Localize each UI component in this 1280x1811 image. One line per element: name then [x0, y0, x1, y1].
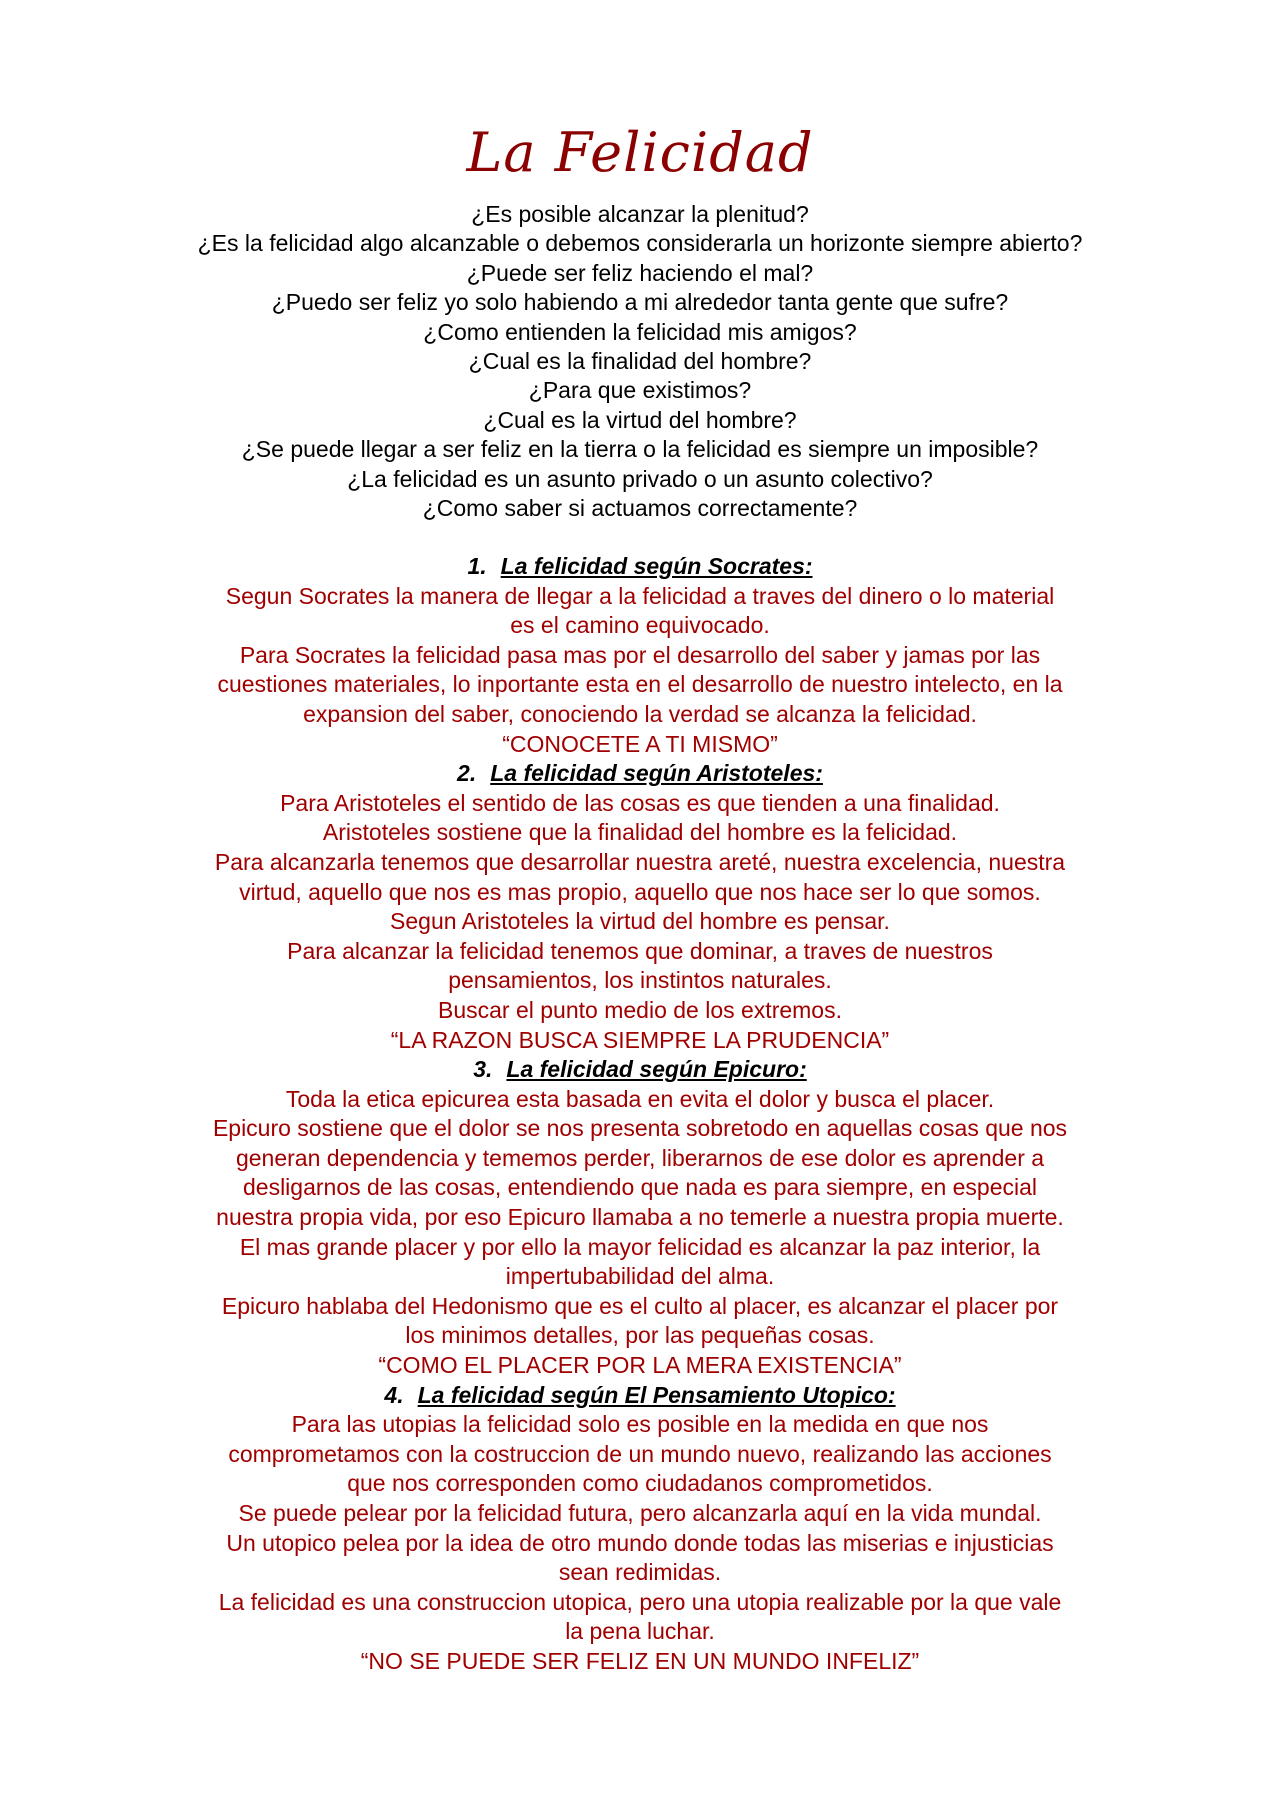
body-line: virtud, aquello que nos es mas propio, aquello que nos hace ser lo que somos. — [239, 878, 1041, 905]
body-line: nuestra propia vida, por eso Epicuro llamaba a no temerle a nuestra propia muerte. — [216, 1204, 1064, 1231]
section-quote: “CONOCETE A TI MISMO” — [502, 730, 778, 757]
question-line: ¿Se puede llegar a ser feliz en la tierra o la felicidad es siempre un imposible? — [241, 436, 1039, 463]
body-line: es el camino equivocado. — [510, 612, 770, 639]
section-heading-utopico — [0, 1381, 1280, 1411]
body-line: comprometamos con la costruccion de un mundo nuevo, realizando las acciones — [228, 1440, 1052, 1467]
section-heading-text: La felicidad según Socrates: — [500, 553, 813, 579]
section-heading-text: La felicidad según Aristoteles: — [490, 760, 823, 787]
section-heading-socrates — [0, 552, 1280, 582]
section-heading-text: La felicidad según Epicuro: — [506, 1056, 807, 1083]
question-line: ¿Cual es la virtud del hombre? — [483, 406, 797, 433]
body-line: generan dependencia y tememos perder, liberarnos de ese dolor es aprender a — [235, 1144, 1045, 1171]
section-heading-text: La felicidad según El Pensamiento Utopico: — [417, 1381, 896, 1408]
body-line: pensamientos, los instintos naturales. — [448, 967, 832, 994]
body-line: Se puede pelear por la felicidad futura, pero alcanzarla aquí en la vida mundal. — [238, 1500, 1042, 1526]
body-line: El mas grande placer y por ello la mayor felicidad es alcanzar la paz interior, la — [239, 1233, 1041, 1260]
section-number: 4. — [384, 1381, 404, 1408]
body-line: la pena luchar. — [565, 1618, 715, 1645]
section-quote: “NO SE PUEDE SER FELIZ EN UN MUNDO INFELIZ” — [360, 1647, 920, 1674]
body-line: Para alcanzar la felicidad tenemos que dominar, a traves de nuestros — [287, 937, 993, 964]
body-line: que nos corresponden como ciudadanos comprometidos. — [347, 1470, 933, 1497]
body-line: Epicuro hablaba del Hedonismo que es el culto al placer, es alcanzar el placer por — [221, 1292, 1059, 1319]
document-title: La Felicidad — [466, 121, 814, 184]
question-line: ¿Cual es la finalidad del hombre? — [468, 348, 812, 375]
question-line: ¿Puede ser feliz haciendo el mal? — [466, 259, 814, 286]
question-line: ¿Es la felicidad algo alcanzable o debemos considerarla un horizonte siempre abierto? — [197, 230, 1083, 257]
question-line: ¿La felicidad es un asunto privado o un asunto colectivo? — [347, 465, 933, 492]
body-line: Para Socrates la felicidad pasa mas por el desarrollo del saber y jamas por las — [239, 641, 1041, 668]
body-line: desligarnos de las cosas, entendiendo que nada es para siempre, en especial — [242, 1174, 1038, 1201]
body-line: Toda la etica epicurea esta basada en evita el dolor y busca el placer. — [285, 1085, 995, 1112]
section-heading-epicuro — [0, 1055, 1280, 1085]
body-line: impertubabilidad del alma. — [505, 1263, 775, 1290]
body-line: Aristoteles sostiene que la finalidad del hombre es la felicidad. — [322, 819, 958, 846]
question-line: ¿Como entienden la felicidad mis amigos? — [423, 318, 857, 345]
section-number: 1. — [467, 553, 487, 579]
body-line: Segun Socrates la manera de llegar a la felicidad a traves del dinero o lo material — [225, 582, 1055, 609]
document-body — [0, 552, 1280, 1677]
question-line: ¿Puedo ser feliz yo solo habiendo a mi alrededor tanta gente que sufre? — [271, 289, 1009, 316]
body-line: expansion del saber, conociendo la verdad se alcanza la felicidad. — [303, 700, 977, 727]
body-line: Para las utopias la felicidad solo es posible en la medida en que nos — [291, 1411, 989, 1438]
body-line: cuestiones materiales, lo inportante esta en el desarrollo de nuestro intelecto, en la — [217, 671, 1063, 698]
body-line: sean redimidas. — [558, 1559, 722, 1586]
section-number: 2. — [457, 760, 477, 787]
question-line: ¿Como saber si actuamos correctamente? — [422, 495, 858, 522]
body-line: Un utopico pelea por la idea de otro mundo donde todas las miserias e injusticias — [226, 1529, 1054, 1556]
body-line: La felicidad es una construccion utopica, pero una utopia realizable por la que vale — [218, 1588, 1062, 1615]
section-heading-aristoteles — [0, 759, 1280, 789]
body-line: Para Aristoteles el sentido de las cosas es que tienden a una finalidad. — [280, 789, 1000, 816]
question-line: ¿Es posible alcanzar la plenitud? — [471, 201, 809, 227]
section-number: 3. — [473, 1056, 493, 1083]
body-line: los minimos detalles, por las pequeñas cosas. — [405, 1322, 875, 1349]
body-line: Buscar el punto medio de los extremos. — [438, 996, 842, 1023]
questions-list — [0, 200, 1280, 523]
body-line: Segun Aristoteles la virtud del hombre es pensar. — [390, 908, 890, 935]
body-line: Epicuro sostiene que el dolor se nos presenta sobretodo en aquellas cosas que nos — [212, 1115, 1068, 1142]
body-line: Para alcanzarla tenemos que desarrollar nuestra areté, nuestra excelencia, nuestra — [214, 848, 1066, 875]
section-quote: “COMO EL PLACER POR LA MERA EXISTENCIA” — [378, 1352, 902, 1379]
question-line: ¿Para que existimos? — [528, 377, 752, 404]
section-quote: “LA RAZON BUSCA SIEMPRE LA PRUDENCIA” — [390, 1026, 890, 1053]
